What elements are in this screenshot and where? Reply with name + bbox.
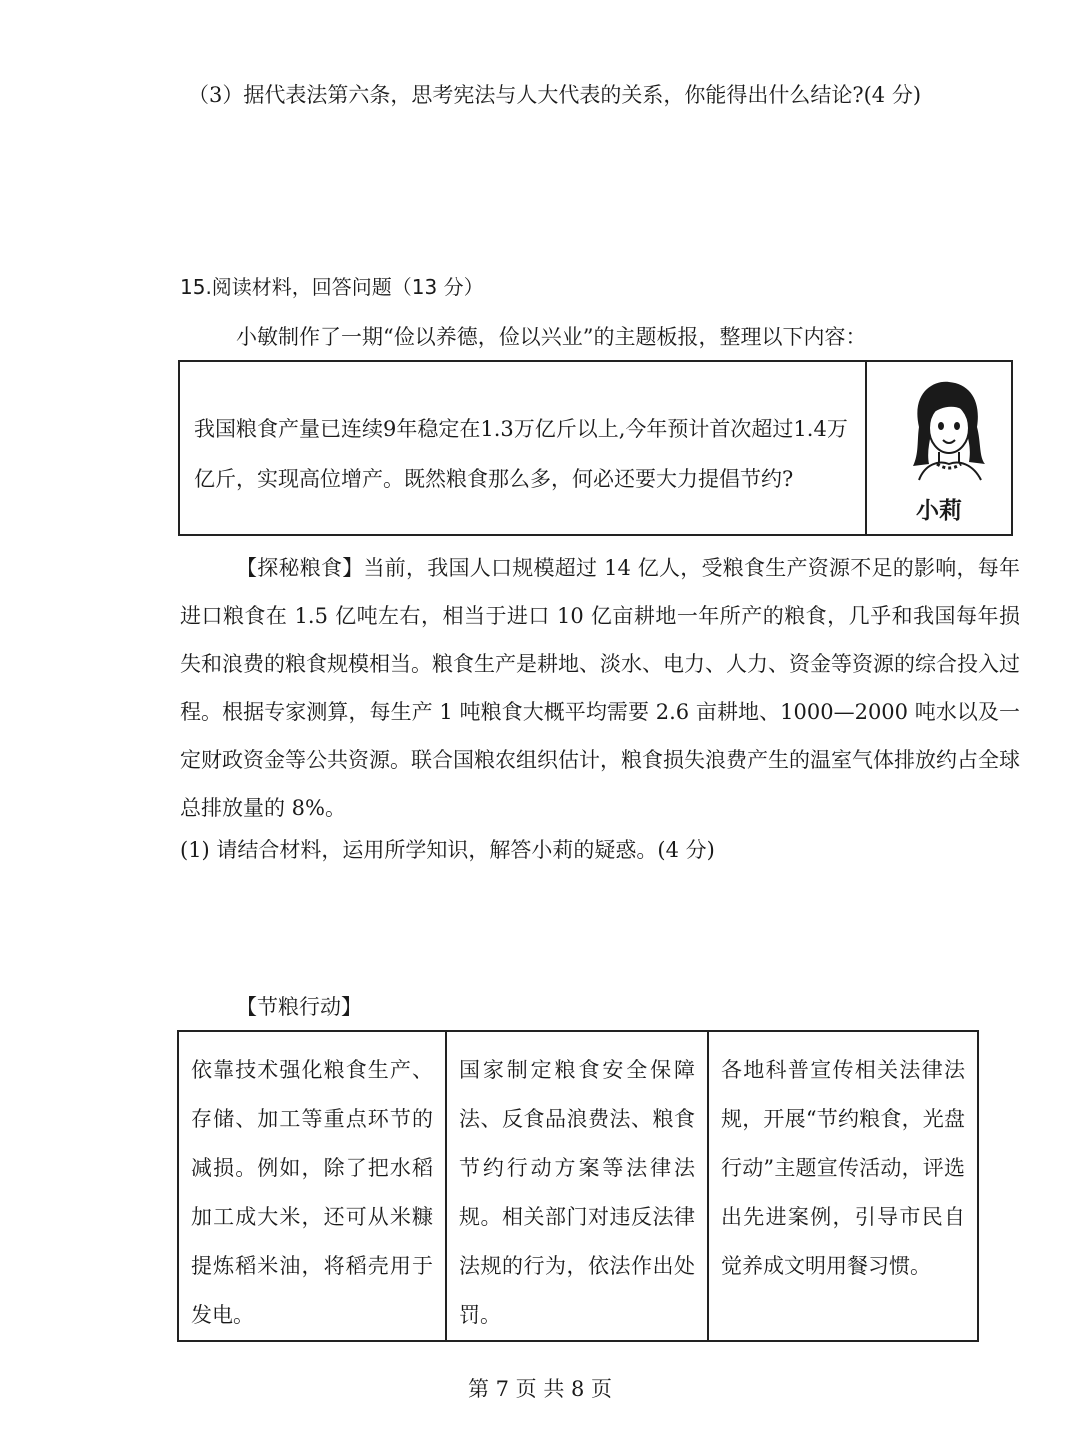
sub-question-1: (1) 请结合材料，运用所学知识，解答小莉的疑惑。(4 分) [180,838,715,862]
action-cell-technology: 依靠技术强化粮食生产、存储、加工等重点环节的减损。例如，除了把水稻加工成大米，还可从米糠提炼稻米油，将稻壳用于发电。 [179,1032,447,1340]
speech-text: 我国粮食产量已连续9年稳定在1.3万亿斤以上,今年预计首次超过1.4万亿斤，实现高位增产。既然粮食那么多，何必还要大力提倡节约? [180,362,867,534]
question-3: （3）据代表法第六条，思考宪法与人大代表的关系，你能得出什么结论?(4 分) [188,83,922,107]
girl-portrait-icon [889,372,999,482]
speech-box [178,360,1013,536]
action-cell-law: 国家制定粮食安全保障法、反食品浪费法、粮食节约行动方案等法律法规。相关部门对违反法律法规的行为，依法作出处罚。 [447,1032,709,1340]
speaker-figure [867,362,1011,534]
action-cell-publicity: 各地科普宣传相关法律法规，开展“节约粮食，光盘行动”主题宣传活动，评选出先进案例，引导市民自觉养成文明用餐习惯。 [721,1058,965,1278]
material-paragraph: 【探秘粮食】当前，我国人口规模超过 14 亿人，受粮食生产资源不足的影响，每年进口粮食在 1.5 亿吨左右，相当于进口 10 亿亩耕地一年所产的粮食，几乎和我国每年损失和浪费的粮食规模相当。粮食生产是耕地、淡水、电力、人力、资金等资源的综合投入过程。根据专家测算，每生产 1 吨粮食大概平均需要 2.6 亩耕地、1000—2000 吨水以及一定财政资金等公共资源。联合国粮农组织估计，粮食损失浪费产生的温室气体排放约占全球总排放量的 8%。 [180,556,1020,820]
page-footer: 第 7 页 共 8 页 [467,1377,613,1401]
question-15-title: 15.阅读材料，回答问题（13 分） [180,275,484,299]
question-15-intro: 小敏制作了一期“俭以养德，俭以兴业”的主题板报，整理以下内容： [236,325,867,349]
action-table [177,1030,979,1342]
action-heading: 【节粮行动】 [236,995,362,1019]
speaker-name: 小莉 [916,498,962,524]
